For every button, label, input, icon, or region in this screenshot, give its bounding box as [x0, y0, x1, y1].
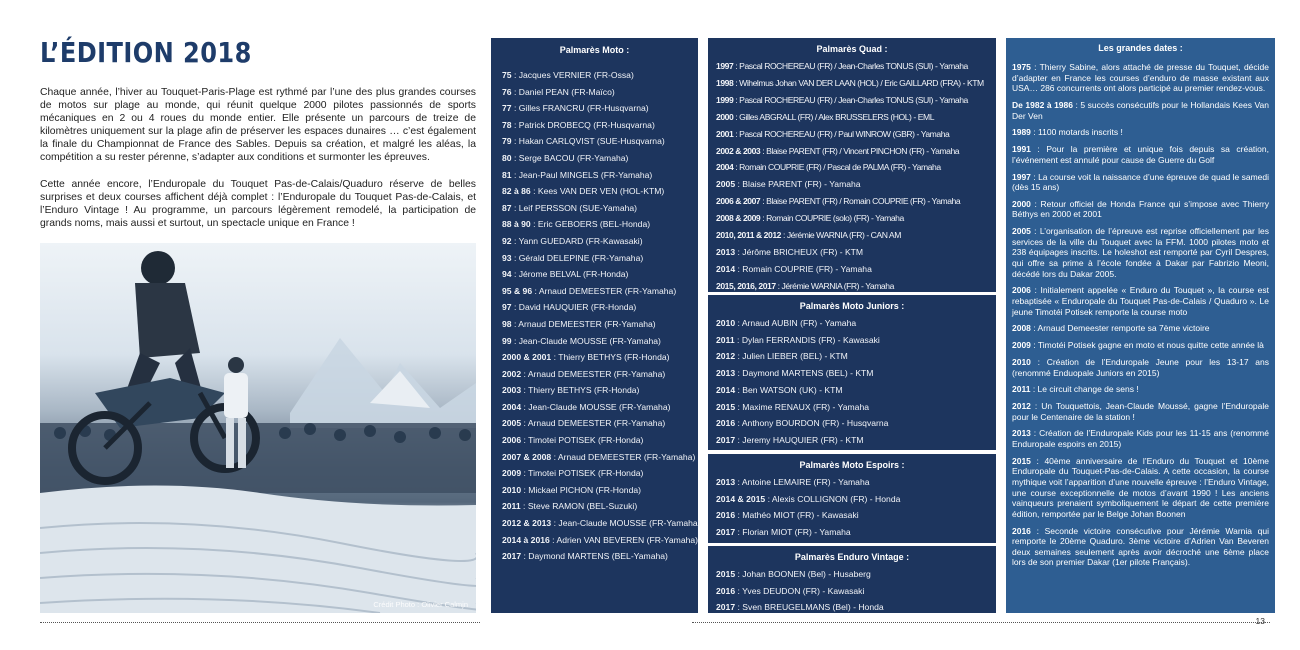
entry-winner: Arnaud DEMEESTER (FR-Yamaha) [557, 451, 696, 462]
entry-winner: Jeremy HAUQUIER (FR) - KTM [742, 434, 864, 445]
entry-winner: Jérémie WARNIA (FR) - Yamaha [781, 280, 894, 291]
entry-winner: Pascal ROCHEREAU (FR) / Jean-Charles TONUS (SUI) - Yamaha [739, 94, 968, 105]
entry-year: 1997 [716, 61, 734, 71]
palmares-entry: 2014 & 2015 : Alexis COLLIGNON (FR) - Honda [716, 493, 901, 504]
palmares-juniors-list [708, 315, 996, 449]
entry-winner: Gérald DELEPINE (FR-Yamaha) [518, 252, 644, 263]
entry-year: 92 [502, 235, 512, 246]
entry-winner: Wihelmus Johan VAN DER LAAN (HOL) / Eric GAILLARD (FRA) - KTM [739, 77, 984, 88]
entry-year: 2013 [716, 246, 736, 257]
palmares-entry: 80 : Serge BACOU (FR-Yamaha) [502, 152, 629, 163]
entry-winner: Thierry BETHYS (FR-Honda) [558, 352, 670, 363]
entry-year: 2013 [716, 368, 736, 379]
palmares-entry: 2000 & 2001 : Thierry BETHYS (FR-Honda) [502, 352, 670, 363]
palmares-vintage-list [708, 566, 996, 616]
palmares-entry: 81 : Jean-Paul MINGELS (FR-Yamaha) [502, 169, 653, 180]
entry-year: 77 [502, 103, 512, 114]
entry-winner: Arnaud AUBIN (FR) - Yamaha [741, 318, 857, 328]
date-year: 1991 [1012, 144, 1031, 155]
palmares-entry: 2017 : Daymond MARTENS (BEL-Yamaha) [502, 551, 668, 562]
palmares-entry: 2005 : Arnaud DEMEESTER (FR-Yamaha) [502, 418, 666, 429]
entry-winner: Ben WATSON (UK) - KTM [742, 384, 843, 395]
grandes-dates-title: Les grandes dates : [1098, 43, 1183, 53]
date-text: Retour officiel de Honda France qui s’impose avec Thierry Béthys en 2000 et 2001 [1012, 198, 1269, 220]
intro-paragraph-1: Chaque année, l’hiver au Touquet-Paris-Plage est rythmé par l’une des plus grandes courses de motos sur plage au monde, qui réunit quelque 2000 pilotes passionnés de sports mécaniques en 2 ou 4 roues du monde entier. Elle présente un parcours de treize de kilomètres uniquement sur la plage afin de préserver les espaces dunaires … c’est également la finale du Championnat de France des Sables. Depuis sa création, et malgré les aléas, la compétition a su rester pérenne, s’adapter aux conditions et surmonter les épreuves. [40, 87, 476, 164]
palmares-vintage-title: Palmarès Enduro Vintage : [794, 552, 910, 562]
palmares-entry: 1998 : Wihelmus Johan VAN DER LAAN (HOL) / Eric GAILLARD (FRA) - KTM [716, 77, 984, 88]
entry-year: 2009 [502, 468, 522, 479]
footer-divider-left [40, 622, 480, 623]
entry-winner: Leif PERSSON (SUE-Yamaha) [518, 202, 638, 213]
date-text: La course voit la naissance d’une épreuve de quad le samedi (dès 15 ans) [1012, 171, 1269, 193]
date-text: 40ème anniversaire de l’Enduro du Touquet et 10ème Enduropale du Touquet-Pas-de-Calais. A cette occasion, la course mythique voit l’apparition d’une nouvelle épreuve : l’Enduro Vintage, une course exceptionnelle de motos d’avant 1990 ! Les anciens vainqueurs prenaient symboliquement le départ de cette première édition, remportée par le Belge Johan Boonen [1012, 455, 1269, 519]
date-entry: 2012 : Un Touquettois, Jean-Claude Moussé, gagne l’Enduropale pour le Centenaire de la station ! [1012, 401, 1269, 422]
palmares-entry: 2014 à 2016 : Adrien VAN BEVEREN (FR-Yamaha) [502, 534, 699, 545]
palmares-quad-list [708, 58, 996, 295]
entry-year: 2000 [716, 111, 734, 122]
entry-winner: Eric GEBOERS (BEL-Honda) [537, 219, 651, 230]
date-entry: 2008 : Arnaud Demeester remporte sa 7ème victoire [1012, 323, 1210, 334]
palmares-entry: 2017 : Jeremy HAUQUIER (FR) - KTM [716, 434, 864, 445]
date-entry: 1997 : La course voit la naissance d’une épreuve de quad le samedi (dès 15 ans) [1012, 171, 1269, 193]
date-text: Création de l’Enduropale Kids pour les 11-15 ans (renommé Enduropale espoirs en 2015) [1012, 428, 1269, 450]
date-text: Seconde victoire consécutive pour Jérémie Warnia qui remporte le 20ème Quaduro. 3ème victoire d’Adrien Van Beveren deux semaines seulement après avoir décroché une 6ème place lors de son premier Dakar (1er pilote Français). [1012, 525, 1269, 568]
date-entry: 2013 : Création de l’Enduropale Kids pour les 11-15 ans (renommé Enduropale espoirs en 2015) [1012, 428, 1269, 450]
entry-winner: Romain COUPRIE (FR) - Yamaha [742, 263, 872, 274]
palmares-espoirs-list [708, 474, 996, 540]
entry-winner: Gilles ABGRALL (FR) / Alex BRUSSELERS (HOL) - EML [739, 111, 935, 122]
entry-winner: Daniel PEAN (FR-Maïco) [518, 86, 615, 97]
entry-year: 79 [502, 136, 512, 147]
entry-winner: Johan BOONEN (Bel) - Husaberg [742, 569, 871, 579]
palmares-entry: 94 : Jérome BELVAL (FR-Honda) [502, 269, 629, 280]
entry-winner: David HAUQUIER (FR-Honda) [518, 302, 637, 313]
palmares-quad-panel [708, 38, 996, 292]
entry-year: 95 & 96 [502, 285, 533, 296]
entry-year: 2000 & 2001 [502, 352, 552, 363]
entry-winner: Blaise PARENT (FR) - Yamaha [742, 179, 861, 190]
palmares-entry: 2017 : Sven BREUGELMANS (Bel) - Honda [716, 602, 884, 613]
date-year: 2000 [1012, 198, 1031, 209]
entry-winner: Timotei POTISEK (FR-Honda) [528, 435, 644, 446]
entry-winner: Yves DEUDON (FR) - Kawasaki [742, 585, 865, 596]
date-entry: 1991 : Pour la première et unique fois depuis sa création, l’événement est annulé pour cause de Guerre du Golf [1012, 144, 1269, 165]
footer-divider-right [692, 622, 1270, 623]
page-title: L’ÉDITION 2018 [40, 36, 252, 69]
entry-winner: Blaise PARENT (FR) / Romain COUPRIE (FR) - Yamaha [766, 196, 961, 207]
date-year: 2006 [1012, 285, 1031, 296]
entry-year: 2001 [716, 128, 734, 139]
entry-year: 2003 [502, 385, 522, 396]
entry-year: 2011 [716, 334, 735, 345]
palmares-entry: 2002 & 2003 : Blaise PARENT (FR) / Vincent PINCHON (FR) - Yamaha [716, 145, 960, 156]
entry-winner: Jean-Paul MINGELS (FR-Yamaha) [518, 169, 653, 180]
entry-winner: Dylan FERRANDIS (FR) - Kawasaki [741, 334, 880, 345]
palmares-quad-title: Palmarès Quad : [816, 44, 888, 54]
entry-year: 98 [502, 318, 512, 329]
entry-winner: Adrien VAN BEVEREN (FR-Yamaha) [556, 534, 699, 545]
entry-year: 2015 [716, 569, 736, 579]
entry-year: 2005 [502, 418, 522, 429]
palmares-entry: 2011 : Steve RAMON (BEL-Suzuki) [502, 501, 638, 512]
palmares-entry: 92 : Yann GUEDARD (FR-Kawasaki) [502, 235, 643, 246]
entry-year: 2012 [716, 351, 736, 362]
palmares-entry: 2013 : Antoine LEMAIRE (FR) - Yamaha [716, 477, 870, 487]
entry-year: 2005 [716, 179, 736, 190]
palmares-entry: 78 : Patrick DROBECQ (FR-Husqvarna) [502, 119, 655, 130]
date-year: 2008 [1012, 323, 1031, 334]
entry-year: 2012 & 2013 [502, 518, 552, 529]
palmares-entry: 76 : Daniel PEAN (FR-Maïco) [502, 86, 615, 97]
entry-year: 2002 [502, 368, 522, 379]
date-text: 1100 motards inscrits ! [1038, 127, 1123, 138]
palmares-entry: 97 : David HAUQUIER (FR-Honda) [502, 302, 637, 313]
entry-year: 2010 [716, 318, 736, 328]
entry-winner: Thierry BETHYS (FR-Honda) [528, 385, 640, 396]
date-text: Création de l’Enduropale Jeune pour les 13-17 ans (renommé Enduopale Juniors en 2015) [1012, 356, 1269, 378]
palmares-entry: 2012 & 2013 : Jean-Claude MOUSSE (FR-Yamaha) [502, 518, 701, 529]
entry-year: 2016 [716, 585, 736, 596]
entry-winner: Jean-Claude MOUSSE (FR-Yamaha) [528, 401, 671, 412]
palmares-entry: 2016 : Mathéo MIOT (FR) - Kawasaki [716, 510, 859, 521]
entry-winner: Patrick DROBECQ (FR-Husqvarna) [518, 119, 655, 130]
entry-year: 2015, 2016, 2017 [716, 280, 776, 291]
entry-year: 75 [502, 70, 512, 80]
palmares-entry: 87 : Leif PERSSON (SUE-Yamaha) [502, 202, 638, 213]
palmares-juniors-title: Palmarès Moto Juniors : [799, 301, 905, 311]
date-text: Arnaud Demeester remporte sa 7ème victoire [1037, 323, 1210, 334]
date-year: 2016 [1012, 525, 1031, 536]
palmares-entry: 2011 : Dylan FERRANDIS (FR) - Kawasaki [716, 334, 880, 345]
palmares-entry: 2016 : Yves DEUDON (FR) - Kawasaki [716, 585, 865, 596]
entry-year: 2010 [502, 484, 522, 495]
grandes-dates-panel [1006, 38, 1275, 613]
entry-winner: Blaise PARENT (FR) / Vincent PINCHON (FR) - Yamaha [766, 145, 960, 156]
entry-year: 87 [502, 202, 512, 213]
entry-year: 2013 [716, 477, 736, 487]
entry-winner: Hakan CARLQVIST (SUE-Husqvarna) [518, 136, 665, 147]
date-entry: 2000 : Retour officiel de Honda France qui s’impose avec Thierry Béthys en 2000 et 2001 [1012, 198, 1269, 220]
entry-winner: Maxime RENAUX (FR) - Yamaha [742, 401, 869, 412]
motocross-photo [40, 243, 476, 613]
palmares-entry: 88 à 90 : Eric GEBOERS (BEL-Honda) [502, 219, 651, 230]
date-year: 2015 [1012, 455, 1031, 466]
palmares-entry: 1999 : Pascal ROCHEREAU (FR) / Jean-Charles TONUS (SUI) - Yamaha [716, 94, 968, 105]
palmares-entry: 2015 : Johan BOONEN (Bel) - Husaberg [716, 569, 871, 579]
entry-year: 78 [502, 119, 512, 130]
entry-year: 93 [502, 252, 512, 263]
palmares-entry: 2012 : Julien LIEBER (BEL) - KTM [716, 351, 848, 362]
entry-year: 2017 [716, 526, 736, 537]
date-entry: 2009 : Timotéi Potisek gagne en moto et nous quitte cette année là [1012, 340, 1264, 351]
entry-winner: Arnaud DEMEESTER (FR-Yamaha) [538, 285, 677, 296]
entry-year: 80 [502, 152, 512, 163]
entry-year: 76 [502, 86, 512, 97]
palmares-entry: 2014 : Romain COUPRIE (FR) - Yamaha [716, 263, 872, 274]
palmares-espoirs-title: Palmarès Moto Espoirs : [799, 460, 905, 470]
entry-winner: Mathéo MIOT (FR) - Kawasaki [742, 510, 859, 521]
photo-credit: Crédit Photo : Olivier Calmjn [373, 600, 468, 609]
date-year: 2005 [1012, 226, 1031, 237]
entry-year: 99 [502, 335, 512, 346]
palmares-entry: 2009 : Timotei POTISEK (FR-Honda) [502, 468, 644, 479]
grandes-dates-list [1006, 62, 1275, 568]
palmares-entry: 95 & 96 : Arnaud DEMEESTER (FR-Yamaha) [502, 285, 677, 296]
date-text: Timotéi Potisek gagne en moto et nous quitte cette année là [1037, 340, 1264, 351]
palmares-entry: 1997 : Pascal ROCHEREAU (FR) / Jean-Charles TONUS (SUI) - Yamaha [716, 61, 968, 71]
entry-year: 2006 & 2007 [716, 196, 761, 207]
palmares-entry: 77 : Gilles FRANCRU (FR-Husqvarna) [502, 103, 649, 114]
entry-year: 2011 [502, 501, 521, 512]
entry-year: 2002 & 2003 [716, 145, 761, 156]
palmares-entry: 2014 : Ben WATSON (UK) - KTM [716, 384, 843, 395]
date-year: 2012 [1012, 401, 1031, 412]
entry-winner: Kees VAN DER VEN (HOL-KTM) [537, 186, 665, 197]
palmares-moto-panel [491, 38, 701, 613]
entry-winner: Mickael PICHON (FR-Honda) [528, 484, 641, 495]
palmares-entry: 2000 : Gilles ABGRALL (FR) / Alex BRUSSELERS (HOL) - EML [716, 111, 935, 122]
entry-year: 2010, 2011 & 2012 [716, 230, 781, 241]
entry-winner: Pascal ROCHEREAU (FR) / Paul WINROW (GBR) - Yamaha [739, 128, 950, 139]
date-text: Initialement appelée « Enduro du Touquet », la course est rebaptisée « Enduropale du Touquet Pas-de-Calais / Quaduro ». Le jeune Timotéi Potisek remporte la course moto [1012, 285, 1269, 317]
entry-year: 2014 [716, 263, 736, 274]
palmares-espoirs-panel [708, 454, 996, 543]
palmares-entry: 2006 & 2007 : Blaise PARENT (FR) / Romain COUPRIE (FR) - Yamaha [716, 196, 961, 207]
entry-year: 2014 [716, 384, 736, 395]
palmares-entry: 75 : Jacques VERNIER (FR-Ossa) [502, 70, 634, 80]
palmares-entry: 98 : Arnaud DEMEESTER (FR-Yamaha) [502, 318, 656, 329]
date-entry: 1975 : Thierry Sabine, alors attaché de presse du Touquet, décide d’adapter en France les courses d’enduro de masse existant aux USA… 286 concurrents ont alors participé au premier rendez-vous. [1012, 62, 1269, 94]
entry-winner: Arnaud DEMEESTER (FR-Yamaha) [527, 368, 666, 379]
entry-year: 2014 à 2016 [502, 534, 550, 545]
palmares-entry: 2015 : Maxime RENAUX (FR) - Yamaha [716, 401, 869, 412]
palmares-entry: 2007 & 2008 : Arnaud DEMEESTER (FR-Yamaha) [502, 451, 696, 462]
palmares-entry: 2015, 2016, 2017 : Jérémie WARNIA (FR) - Yamaha [716, 280, 894, 291]
palmares-entry: 2013 : Daymond MARTENS (BEL) - KTM [716, 368, 874, 379]
date-year: 1975 [1012, 62, 1031, 72]
entry-winner: Antoine LEMAIRE (FR) - Yamaha [741, 477, 870, 487]
entry-winner: Jacques VERNIER (FR-Ossa) [518, 70, 634, 80]
entry-winner: Arnaud DEMEESTER (FR-Yamaha) [518, 318, 656, 329]
entry-year: 2006 [502, 435, 522, 446]
entry-year: 2016 [716, 418, 736, 429]
date-year: De 1982 à 1986 [1012, 99, 1073, 110]
intro-paragraph-2: Cette année encore, l’Enduropale du Touquet Pas-de-Calais/Quaduro réserve de belles surprises et deux courses affichent déjà complet : l’Enduropale du Touquet Pas-de-Calais, et l’Enduro Vintage ! Au programme, un parcours légèrement remodelé, la participation de grands noms, mais aussi et surtout, un spectacle unique en France ! [40, 178, 476, 229]
palmares-moto-list [491, 67, 701, 565]
entry-winner: Jean-Claude MOUSSE (FR-Yamaha) [558, 518, 701, 529]
entry-year: 2007 & 2008 [502, 451, 552, 462]
entry-winner: Serge BACOU (FR-Yamaha) [518, 152, 629, 163]
date-year: 1997 [1012, 171, 1031, 182]
entry-year: 1998 [716, 77, 734, 88]
entry-year: 2017 [502, 551, 522, 562]
date-entry: 2011 : Le circuit change de sens ! [1012, 384, 1139, 395]
palmares-entry: 2010 : Arnaud AUBIN (FR) - Yamaha [716, 318, 857, 328]
entry-winner: Yann GUEDARD (FR-Kawasaki) [518, 235, 643, 246]
palmares-entry: 2010, 2011 & 2012 : Jérémie WARNIA (FR) - CAN AM [716, 230, 901, 241]
date-entry: 1989 : 1100 motards inscrits ! [1012, 127, 1123, 138]
entry-year: 2008 & 2009 [716, 213, 761, 224]
entry-winner: Timotei POTISEK (FR-Honda) [528, 468, 644, 479]
date-year: 2013 [1012, 428, 1031, 439]
entry-year: 2004 [502, 401, 522, 412]
palmares-entry: 2008 & 2009 : Romain COUPRIE (solo) (FR) - Yamaha [716, 213, 904, 224]
palmares-entry: 2004 : Romain COUPRIE (FR) / Pascal de PALMA (FR) - Yamaha [716, 162, 941, 173]
entry-year: 2014 & 2015 [716, 493, 766, 504]
entry-winner: Pascal ROCHEREAU (FR) / Jean-Charles TONUS (SUI) - Yamaha [739, 61, 968, 71]
entry-winner: Gilles FRANCRU (FR-Husqvarna) [518, 103, 649, 114]
entry-winner: Julien LIEBER (BEL) - KTM [742, 351, 848, 362]
entry-winner: Steve RAMON (BEL-Suzuki) [527, 501, 638, 512]
entry-winner: Jérémie WARNIA (FR) - CAN AM [786, 230, 901, 241]
date-entry: 2015 : 40ème anniversaire de l’Enduro du Touquet et 10ème Enduropale du Touquet-Pas-de-Calais. A cette occasion, la course mythique voit l’apparition d’une nouvelle épreuve : l’Enduro Vintage, une course exceptionnelle de motos d’avant 1990 ! Les anciens vainqueurs prenaient symboliquement le départ de cette première édition, remportée par le Belge Johan Boonen [1012, 455, 1269, 519]
entry-year: 2004 [716, 162, 734, 173]
date-text: Un Touquettois, Jean-Claude Moussé, gagne l’Enduropale pour le Centenaire de la station ! [1012, 401, 1269, 422]
entry-winner: Anthony BOURDON (FR) - Husqvarna [741, 418, 889, 429]
palmares-entry: 82 à 86 : Kees VAN DER VEN (HOL-KTM) [502, 186, 665, 197]
date-text: Pour la première et unique fois depuis sa création, l’événement est annulé pour cause de Guerre du Golf [1012, 144, 1269, 165]
entry-year: 2016 [716, 510, 736, 521]
palmares-entry: 2002 : Arnaud DEMEESTER (FR-Yamaha) [502, 368, 666, 379]
entry-winner: Jérôme BRICHEUX (FR) - KTM [742, 246, 864, 257]
entry-winner: Daymond MARTENS (BEL) - KTM [742, 368, 874, 379]
date-text: Thierry Sabine, alors attaché de presse du Touquet, décide d’adapter en France les courses d’enduro de masse existant aux USA… 286 concurrents ont alors participé au premier rendez-vous. [1012, 62, 1269, 94]
entry-year: 1999 [716, 94, 734, 105]
entry-year: 2015 [716, 401, 736, 412]
date-text: L’organisation de l’épreuve est reprise officiellement par les services de la ville du Touquet avec la FFM. 1000 pilotes moto et 238 équipages inscrits. Le holeshot est remporté par Cyril Despres, qui offre sa prime à l’école fondée à Dakar par Fabrizio Meoni, décédé lors du Dakar 2005. [1012, 226, 1269, 279]
palmares-entry: 2001 : Pascal ROCHEREAU (FR) / Paul WINROW (GBR) - Yamaha [716, 128, 950, 139]
entry-winner: Daymond MARTENS (BEL-Yamaha) [528, 551, 668, 562]
palmares-entry: 93 : Gérald DELEPINE (FR-Yamaha) [502, 252, 644, 263]
entry-year: 82 à 86 [502, 186, 531, 197]
palmares-entry: 2003 : Thierry BETHYS (FR-Honda) [502, 385, 640, 396]
entry-winner: Romain COUPRIE (FR) / Pascal de PALMA (FR) - Yamaha [739, 162, 941, 173]
photo-illustration [40, 243, 476, 613]
palmares-entry: 2017 : Florian MIOT (FR) - Yamaha [716, 526, 851, 537]
entry-year: 97 [502, 302, 512, 313]
page-number: 13 [1255, 616, 1265, 626]
date-entry: 2005 : L’organisation de l’épreuve est reprise officiellement par les services de la ville du Touquet avec la FFM. 1000 pilotes moto et 238 équipages inscrits. Le holeshot est remporté par Cyril Despres, qui offre sa prime à l’école fondée à Dakar par Fabrizio Meoni, décédé lors du Dakar 2005. [1012, 226, 1269, 279]
date-entry: De 1982 à 1986 : 5 succès consécutifs pour le Hollandais Kees Van Der Ven [1012, 99, 1269, 121]
date-year: 2011 [1012, 384, 1031, 395]
palmares-moto-title: Palmarès Moto : [559, 45, 630, 55]
palmares-entry: 2005 : Blaise PARENT (FR) - Yamaha [716, 179, 861, 190]
intro-text [40, 86, 476, 243]
date-entry: 2006 : Initialement appelée « Enduro du Touquet », la course est rebaptisée « Enduropale du Touquet Pas-de-Calais / Quaduro ». Le jeune Timotéi Potisek remporte la course moto [1012, 285, 1269, 317]
entry-year: 94 [502, 269, 512, 280]
entry-winner: Alexis COLLIGNON (FR) - Honda [771, 493, 901, 504]
date-entry: 2016 : Seconde victoire consécutive pour Jérémie Warnia qui remporte le 20ème Quaduro. 3ème victoire d’Adrien Van Beveren deux semaines seulement après avoir décroché une 6ème place lors de son premier Dakar (1er pilote Français). [1012, 525, 1269, 568]
entry-winner: Arnaud DEMEESTER (FR-Yamaha) [527, 418, 666, 429]
entry-winner: Florian MIOT (FR) - Yamaha [742, 526, 851, 537]
palmares-entry: 99 : Jean-Claude MOUSSE (FR-Yamaha) [502, 335, 661, 346]
entry-year: 2017 [716, 434, 736, 445]
date-year: 2010 [1012, 356, 1031, 367]
palmares-entry: 2006 : Timotei POTISEK (FR-Honda) [502, 435, 644, 446]
palmares-entry: 2013 : Jérôme BRICHEUX (FR) - KTM [716, 246, 864, 257]
date-text: Le circuit change de sens ! [1037, 384, 1139, 395]
palmares-entry: 2004 : Jean-Claude MOUSSE (FR-Yamaha) [502, 401, 671, 412]
palmares-vintage-panel [708, 546, 996, 613]
entry-winner: Jérome BELVAL (FR-Honda) [518, 269, 629, 280]
palmares-entry: 2010 : Mickael PICHON (FR-Honda) [502, 484, 641, 495]
entry-year: 2017 [716, 602, 736, 613]
entry-year: 81 [502, 169, 512, 180]
entry-winner: Romain COUPRIE (solo) (FR) - Yamaha [766, 213, 904, 224]
entry-year: 88 à 90 [502, 219, 531, 230]
date-year: 1989 [1012, 127, 1031, 138]
date-entry: 2010 : Création de l’Enduropale Jeune pour les 13-17 ans (renommé Enduopale Juniors en 2015) [1012, 356, 1269, 378]
entry-winner: Jean-Claude MOUSSE (FR-Yamaha) [518, 335, 661, 346]
palmares-entry: 2016 : Anthony BOURDON (FR) - Husqvarna [716, 418, 889, 429]
date-text: 5 succès consécutifs pour le Hollandais Kees Van Der Ven [1012, 99, 1269, 121]
date-year: 2009 [1012, 340, 1031, 351]
palmares-entry: 79 : Hakan CARLQVIST (SUE-Husqvarna) [502, 136, 665, 147]
entry-winner: Sven BREUGELMANS (Bel) - Honda [742, 602, 884, 613]
palmares-juniors-panel [708, 295, 996, 450]
